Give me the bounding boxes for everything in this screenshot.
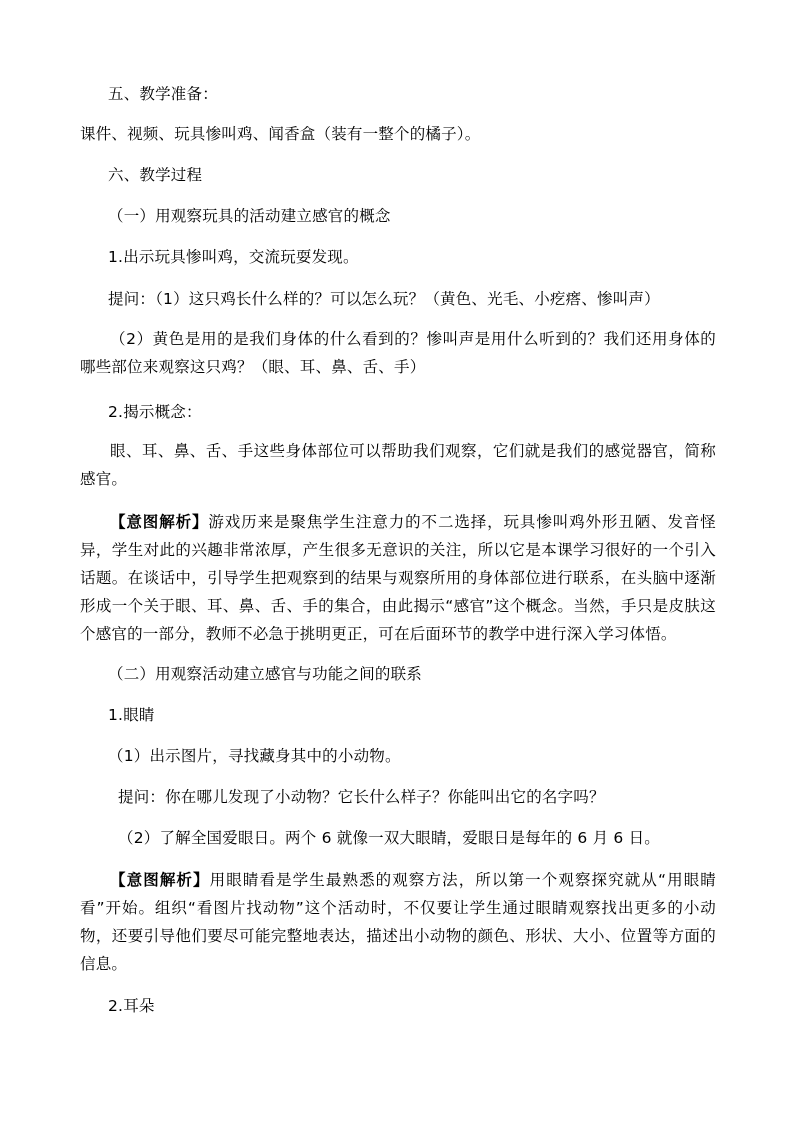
step2-1: 1.眼睛 [108,706,155,724]
section5-heading: 五、教学准备： [108,85,218,103]
section5-materials: 课件、视频、玩具惨叫鸡、闻香盒（装有一整个的橘子）。 [80,125,481,143]
analysis2-label: 【意图解析】 [110,871,210,889]
analysis1-paragraph [80,508,716,648]
part2-heading: （二）用观察活动建立感官与功能之间的联系 [108,665,423,683]
eye-item1: （1）出示图片，寻找藏身其中的小动物。 [108,747,401,765]
analysis2-paragraph [80,866,716,978]
analysis1-text: 游戏历来是聚焦学生注意力的不二选择，玩具惨叫鸡外形丑陋、发音怪异，学生对此的兴趣非常浓厚，产生很多无意识的关注，所以它是本课学习很好的一个引入话题。在谈话中，引导学生把观察到的结果与观察所用的身体部位进行联系，在头脑中逐渐形成一个关于眼、耳、鼻、舌、手的集合，由此揭示“感官”这个概念。当然，手只是皮肤这个感官的一部分，教师不必急于挑明更正，可在后面环节的教学中进行深入学习体悟。 [80,513,717,643]
eye-question: 提问：你在哪儿发现了小动物？它长什么样子？你能叫出它的名字吗？ [118,788,605,806]
section6-heading: 六、教学过程 [108,166,203,184]
eye-item2: （2）了解全国爱眼日。两个 6 就像一双大眼睛，爱眼日是每年的 6 月 6 日。 [118,829,661,847]
step1-1: 1.出示玩具惨叫鸡，交流玩耍发现。 [108,248,359,266]
question1: 提问：（1）这只鸡长什么样的？可以怎么玩？（黄色、光毛、小疙瘩、惨叫声） [108,290,660,308]
analysis2-text: 用眼睛看是学生最熟悉的观察方法，所以第一个观察探究就从“用眼睛看”开始。组织“看图片找动物”这个活动时，不仅要让学生通过眼睛观察找出更多的小动物，还要引导他们要尽可能完整地表达，描述出小动物的颜色、形状、大小、位置等方面的信息。 [80,871,717,973]
step1-2: 2.揭示概念： [108,403,202,421]
part1-heading: （一）用观察玩具的活动建立感官的概念 [108,207,391,225]
question2: （2）黄色是用的是我们身体的什么看到的？惨叫声是用什么听到的？我们还用身体的哪些部位来观察这只鸡？（眼、耳、鼻、舌、手） [80,330,716,376]
analysis1-label: 【意图解析】 [110,513,209,531]
concept-text: 眼、耳、鼻、舌、手这些身体部位可以帮助我们观察，它们就是我们的感觉器官，简称感官。 [80,442,716,488]
step2-2: 2.耳朵 [108,997,155,1015]
